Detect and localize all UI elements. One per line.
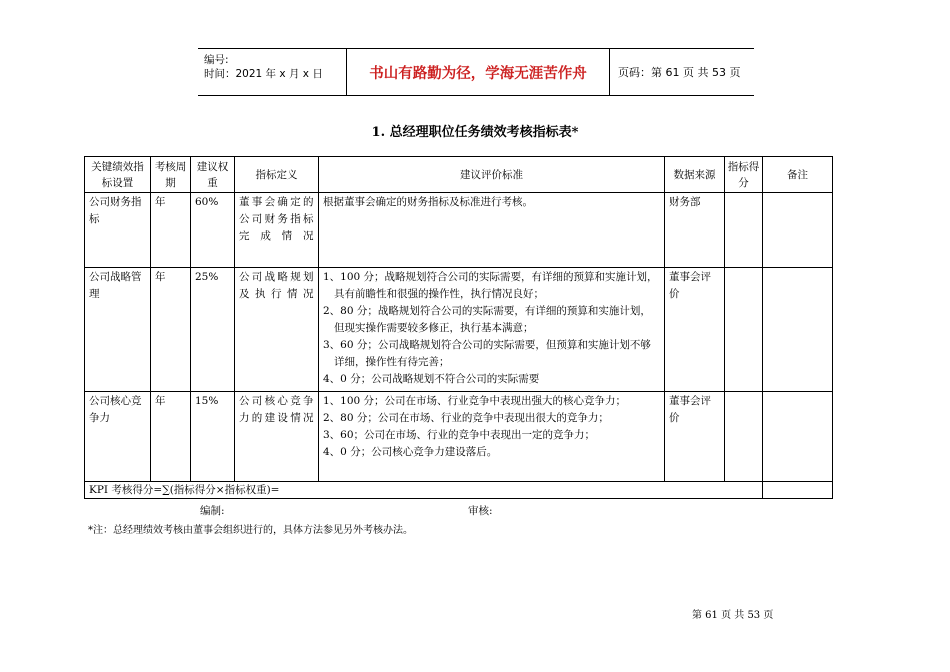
col-header-weight: 建议权重	[191, 157, 235, 193]
criteria-line: 4、0 分；公司核心竞争力建设落后。	[323, 446, 498, 458]
document-header	[198, 48, 754, 96]
col-header-definition: 指标定义	[235, 157, 319, 193]
reviewed-label: 审核:	[468, 505, 493, 517]
criteria-line: 1、100 分；公司在市场、行业竞争中表现出强大的核心竞争力；	[323, 395, 627, 407]
kpi-formula-row	[85, 482, 833, 499]
kpi-remark	[763, 392, 833, 482]
kpi-weight: 60%	[191, 193, 235, 268]
kpi-period: 年	[151, 392, 191, 482]
criteria-line: 3、60 分；公司战略规划符合公司的实际需要，但预算和实施计划不够详细，操作性有待完善；	[323, 339, 651, 368]
kpi-remark	[763, 268, 833, 392]
kpi-source: 董事会评价	[665, 268, 725, 392]
kpi-period: 年	[151, 268, 191, 392]
table-header-row	[85, 157, 833, 193]
page-footer: 第 61 页 共 53 页	[692, 610, 774, 621]
criteria-line: 3、60；公司在市场、行业的竞争中表现出一定的竞争力；	[323, 429, 596, 441]
page-info: 页码：第 61 页 共 53 页	[618, 66, 741, 79]
table-row	[85, 193, 833, 268]
kpi-source: 财务部	[665, 193, 725, 268]
header-meta	[198, 49, 346, 95]
kpi-criteria	[319, 392, 665, 482]
kpi-period: 年	[151, 193, 191, 268]
kpi-definition: 公司战略规划及执行情况	[235, 268, 319, 392]
footnote: *注：总经理绩效考核由董事会组织进行的，具体方法参见另外考核办法。	[88, 525, 413, 536]
criteria-line: 根据董事会确定的财务指标及标准进行考核。	[323, 196, 533, 208]
kpi-definition: 公司核心竞争力的建设情况	[235, 392, 319, 482]
col-header-source: 数据来源	[665, 157, 725, 193]
kpi-criteria	[319, 268, 665, 392]
col-header-period: 考核周期	[151, 157, 191, 193]
kpi-name: 公司战略管理	[85, 268, 151, 392]
kpi-name: 公司财务指标	[85, 193, 151, 268]
criteria-line: 2、80 分；战略规划符合公司的实际需要，有详细的预算和实施计划，但现实操作需要较多修正，执行基本满意；	[323, 305, 651, 334]
kpi-criteria	[319, 193, 665, 268]
page-title: 1. 总经理职位任务绩效考核指标表*	[371, 125, 579, 140]
kpi-remark	[763, 193, 833, 268]
kpi-weight: 15%	[191, 392, 235, 482]
table-row	[85, 268, 833, 392]
criteria-line: 2、80 分；公司在市场、行业的竞争中表现出很大的竞争力；	[323, 412, 609, 424]
kpi-formula: KPI 考核得分=∑(指标得分×指标权重)=	[85, 482, 763, 499]
kpi-score	[725, 268, 763, 392]
criteria-line: 4、0 分；公司战略规划不符合公司的实际需要	[323, 373, 540, 385]
col-header-remark: 备注	[763, 157, 833, 193]
kpi-table	[84, 156, 833, 499]
kpi-definition: 董事会确定的公司财务指标完成情况	[235, 193, 319, 268]
kpi-formula-remark	[763, 482, 833, 499]
kpi-score	[725, 193, 763, 268]
kpi-name: 公司核心竞争力	[85, 392, 151, 482]
col-header-criteria: 建议评价标准	[319, 157, 665, 193]
criteria-line: 1、100 分；战略规划符合公司的实际需要，有详细的预算和实施计划，具有前瞻性和很强的操作性，执行情况良好；	[323, 271, 658, 300]
kpi-score	[725, 392, 763, 482]
col-header-score: 指标得分	[725, 157, 763, 193]
prepared-label: 编制:	[200, 505, 225, 517]
motto: 书山有路勤为径，学海无涯苦作舟	[346, 49, 610, 95]
kpi-weight: 25%	[191, 268, 235, 392]
kpi-source: 董事会评价	[665, 392, 725, 482]
col-header-kpi: 关键绩效指标设置	[85, 157, 151, 193]
table-row	[85, 392, 833, 482]
number-label: 编号:	[204, 54, 229, 66]
time-label: 时间：2021 年 x 月 x 日	[204, 68, 323, 80]
